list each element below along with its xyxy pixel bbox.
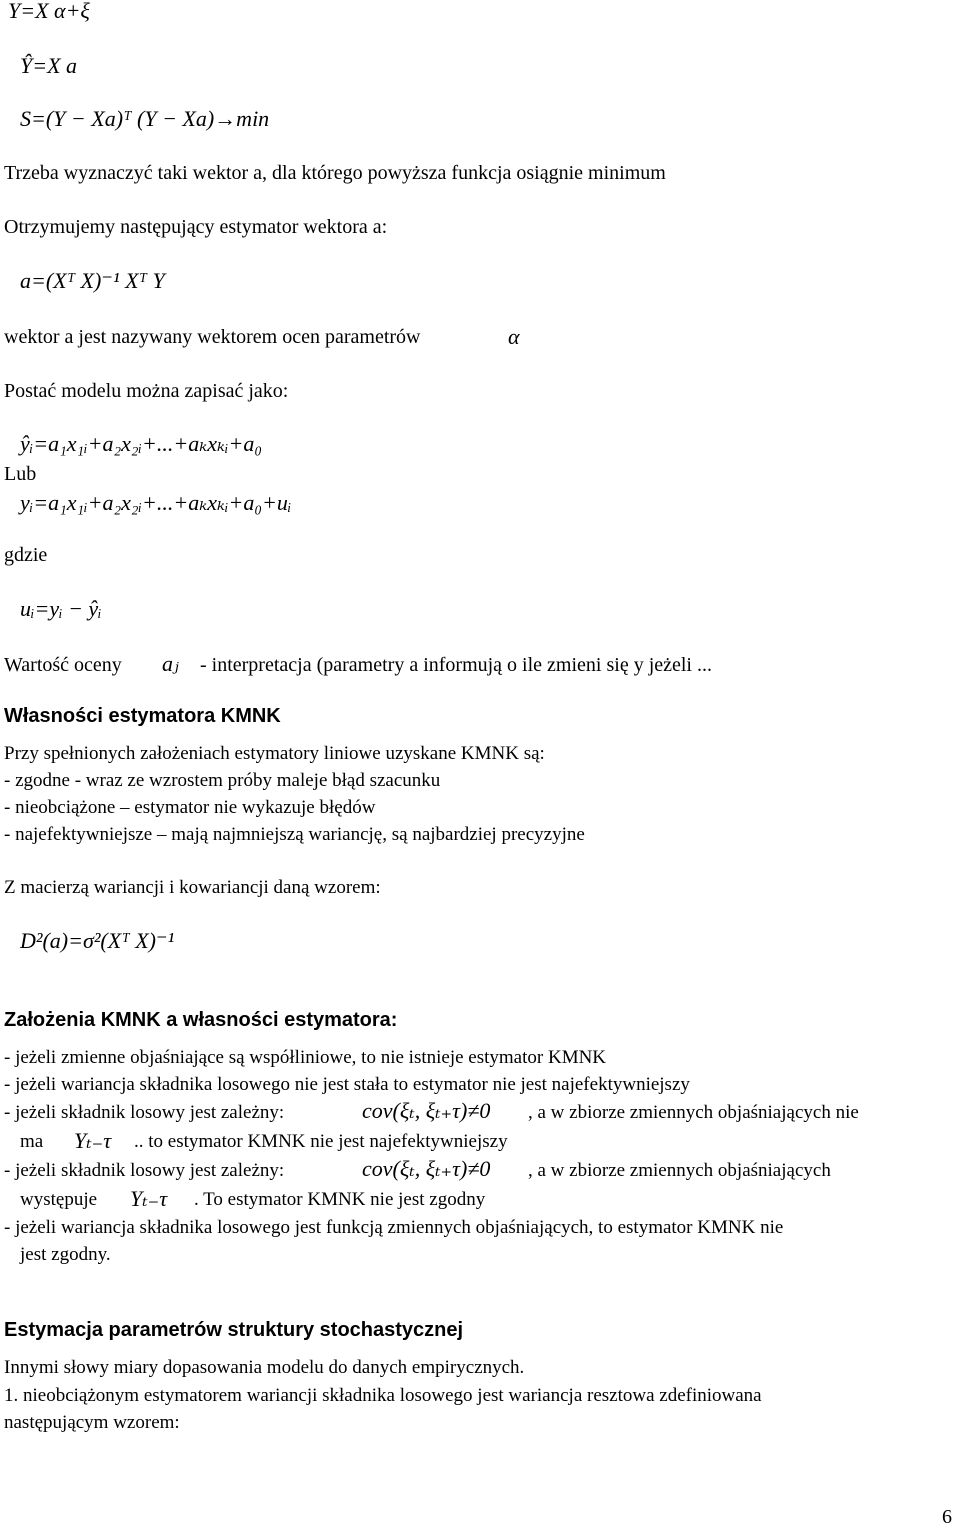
list-item-zalezny-2-end: . To estymator KMNK nie jest zgodny bbox=[194, 1189, 486, 1210]
paragraph-p1: 1. nieobciążonym estymatorem wariancji składnika losowego jest wariancja resztowa zdefiniowana bbox=[4, 1385, 762, 1406]
equation-cov-1: cov(ξₜ, ξₜ₊τ)≠0 bbox=[362, 1098, 491, 1123]
list-item-funkcja-cont: jest zgodny. bbox=[20, 1244, 111, 1265]
equation-s-text: S=(Y − Xa)ᵀ (Y − Xa)→min bbox=[20, 106, 270, 131]
paragraph-innymi: Innymi słowy miary dopasowania modelu do danych empirycznych. bbox=[4, 1357, 525, 1378]
label-lub: Lub bbox=[4, 463, 37, 485]
symbol-aj: aⱼ bbox=[162, 651, 179, 676]
paragraph-p1-cont: następującym wzorem: bbox=[4, 1412, 180, 1433]
alpha-symbol: α bbox=[508, 324, 520, 349]
equation-u bbox=[20, 598, 102, 620]
paragraph-wartosc-a: Wartość oceny bbox=[4, 654, 122, 676]
equation-a-estimator-text: a=(Xᵀ X)⁻¹ Xᵀ Y bbox=[20, 268, 165, 293]
symbol-ytt-1: Yₜ₋τ bbox=[74, 1128, 112, 1153]
equation-y bbox=[20, 492, 291, 514]
label-wystepuje: występuje bbox=[20, 1189, 98, 1210]
equation-yhat-text: ŷᵢ=a₁x₁ᵢ+a₂x₂ᵢ+...+aₖxₖᵢ+a₀ bbox=[20, 431, 262, 456]
list-item-zalezny-1-cont: , a w zbiorze zmiennych objaśniających nie bbox=[528, 1102, 859, 1123]
paragraph-wartosc-b: - interpretacja (parametry a informują o ile zmieni się y jeżeli ... bbox=[200, 654, 712, 676]
paragraph-wektor: wektor a jest nazywany wektorem ocen parametrów bbox=[4, 326, 421, 348]
page-number: 6 bbox=[942, 1506, 952, 1528]
list-item-zgodne: - zgodne - wraz ze wzrostem próby maleje błąd szacunku bbox=[4, 770, 441, 791]
equation-y-text: yᵢ=a₁x₁ᵢ+a₂x₂ᵢ+...+aₖxₖᵢ+a₀+uᵢ bbox=[20, 490, 292, 515]
equation-u-text: uᵢ=yᵢ − ŷᵢ bbox=[20, 596, 102, 621]
label-ma: ma bbox=[20, 1131, 44, 1152]
paragraph-otrzymujemy: Otrzymujemy następujący estymator wektora a: bbox=[4, 216, 388, 238]
list-item-najefektywniejsze: - najefektywniejsze – mają najmniejszą wariancję, są najbardziej precyzyjne bbox=[4, 824, 585, 845]
list-item-funkcja: - jeżeli wariancja składnika losowego jest funkcją zmiennych objaśniających, to estymator KMNK nie bbox=[4, 1217, 784, 1238]
list-item-wspolliniowe: - jeżeli zmienne objaśniające są współliniowe, to nie istnieje estymator KMNK bbox=[4, 1047, 607, 1068]
equation-s bbox=[20, 108, 269, 130]
equation-estimate bbox=[20, 55, 77, 77]
label-gdzie: gdzie bbox=[4, 544, 48, 566]
symbol-ytt-2: Yₜ₋τ bbox=[130, 1186, 168, 1211]
paragraph-macierz: Z macierzą wariancji i kowariancji daną wzorem: bbox=[4, 877, 381, 898]
equation-model-text: Y=X α+ξ bbox=[8, 0, 90, 23]
paragraph-postac: Postać modelu można zapisać jako: bbox=[4, 380, 289, 402]
list-item-nieobciazone: - nieobciążone – estymator nie wykazuje błędów bbox=[4, 797, 376, 818]
equation-yhat bbox=[20, 433, 262, 455]
paragraph-trzeba: Trzeba wyznaczyć taki wektor a, dla którego powyższa funkcja osiągnie minimum bbox=[4, 162, 666, 184]
list-item-zalezny-1-end: .. to estymator KMNK nie jest najefektywniejszy bbox=[134, 1131, 508, 1152]
list-item-zalezny-1: - jeżeli składnik losowy jest zależny: bbox=[4, 1102, 285, 1123]
equation-a-estimator bbox=[20, 270, 165, 292]
list-item-zalezny-2-cont: , a w zbiorze zmiennych objaśniających bbox=[528, 1160, 831, 1181]
equation-cov-2: cov(ξₜ, ξₜ₊τ)≠0 bbox=[362, 1156, 491, 1181]
paragraph-przy: Przy spełnionych założeniach estymatory liniowe uzyskane KMNK są: bbox=[4, 743, 545, 764]
equation-model bbox=[8, 0, 90, 22]
list-item-wariancja: - jeżeli wariancja składnika losowego nie jest stała to estymator nie jest najefektywniejszy bbox=[4, 1074, 690, 1095]
heading-zalozenia: Założenia KMNK a własności estymatora: bbox=[4, 1009, 398, 1031]
list-item-zalezny-2: - jeżeli składnik losowy jest zależny: bbox=[4, 1160, 285, 1181]
heading-estymacja: Estymacja parametrów struktury stochastycznej bbox=[4, 1319, 464, 1341]
heading-wlasnosci: Własności estymatora KMNK bbox=[4, 705, 281, 727]
equation-d2 bbox=[20, 930, 174, 952]
equation-estimate-text: Ŷ=X a bbox=[20, 53, 78, 78]
equation-d2-text: D²(a)=σ²(Xᵀ X)⁻¹ bbox=[20, 928, 175, 953]
